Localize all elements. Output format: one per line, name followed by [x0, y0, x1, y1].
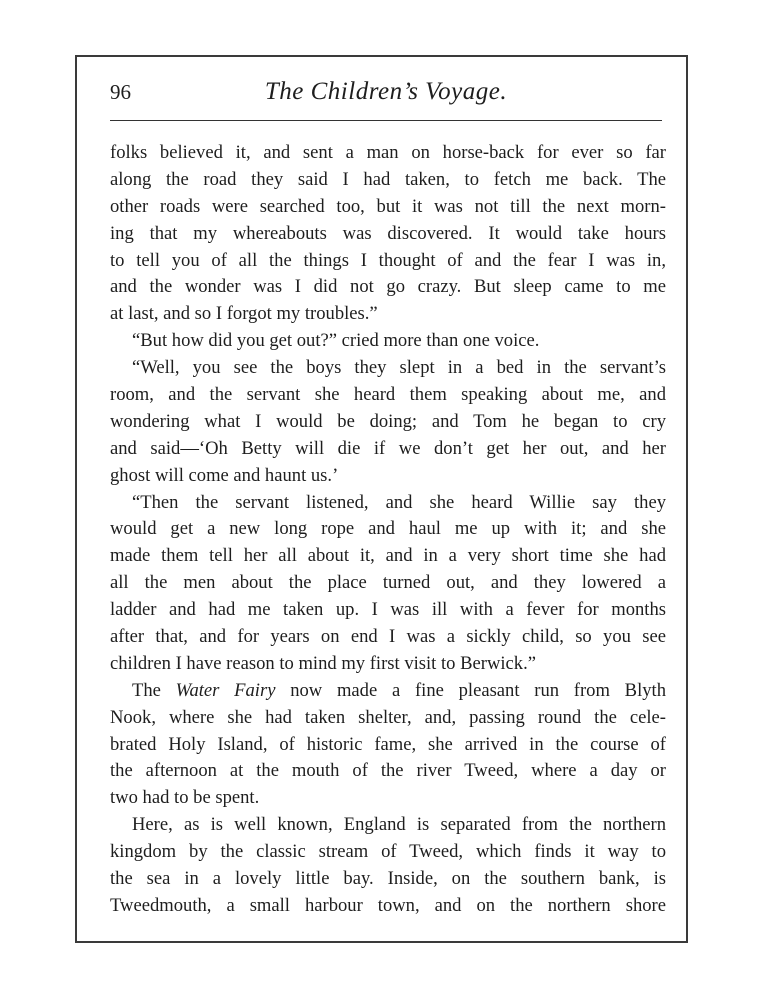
- text-line: at last, and so I forgot my troubles.”: [110, 303, 378, 325]
- text-line: brated Holy Island, of historic fame, she arrived in the course of: [110, 733, 666, 755]
- text-line: Nook, where she had taken shelter, and, passing round the cele-: [110, 706, 666, 728]
- text-line: kingdom by the classic stream of Tweed, which finds it way to: [110, 841, 666, 863]
- header-rule: [110, 120, 662, 121]
- text-line: two had to be spent.: [110, 787, 260, 809]
- text-line: and the wonder was I did not go crazy. But sleep came to me: [110, 276, 666, 298]
- text-line: would get a new long rope and haul me up with it; and she: [110, 518, 666, 540]
- text-line: “Then the servant listened, and she heard Willie say they: [132, 491, 666, 513]
- text-line: children I have reason to mind my first visit to Berwick.”: [110, 652, 537, 674]
- text-line: “But how did you get out?” cried more than one voice.: [132, 330, 540, 352]
- text-line: folks believed it, and sent a man on horse-back for ever so far: [110, 142, 666, 163]
- body-text: [110, 140, 666, 920]
- text-line: ing that my whereabouts was discovered. It would take hours: [110, 222, 666, 244]
- text-line: wondering what I would be doing; and Tom he began to cry: [110, 410, 666, 432]
- text-run: now made a fine pleasant run from Blyth: [290, 679, 666, 701]
- running-header: [110, 78, 662, 112]
- text-line: to tell you of all the things I thought of and the fear I was in,: [110, 249, 666, 271]
- text-line: the sea in a lovely little bay. Inside, on the southern bank, is: [110, 868, 666, 890]
- ship-name: Water Fairy: [175, 679, 276, 701]
- text-line: “Well, you see the boys they slept in a bed in the servant’s: [132, 357, 666, 379]
- text-line: ghost will come and haunt us.’: [110, 464, 339, 486]
- running-title: The Children’s Voyage.: [264, 78, 508, 105]
- text-line: Here, as is well known, England is separated from the northern: [132, 814, 666, 836]
- text-line: along the road they said I had taken, to fetch me back. The: [110, 168, 666, 190]
- text-line: ladder and had me taken up. I was ill with a fever for months: [110, 599, 666, 621]
- text-line: the afternoon at the mouth of the river Tweed, where a day or: [110, 760, 666, 782]
- text-line: all the men about the place turned out, and they lowered a: [110, 572, 666, 594]
- text-line: made them tell her all about it, and in a very short time she had: [110, 545, 666, 567]
- page-number: 96: [110, 80, 131, 104]
- text-line: other roads were searched too, but it was not till the next morn-: [110, 195, 666, 217]
- text-line: room, and the servant she heard them speaking about me, and: [110, 384, 666, 406]
- text-line: Tweedmouth, a small harbour town, and on the northern shore: [110, 894, 666, 916]
- text-line: [110, 678, 666, 705]
- text-line: and said—‘Oh Betty will die if we don’t get her out, and her: [110, 437, 666, 459]
- text-line: after that, and for years on end I was a sickly child, so you see: [110, 626, 666, 648]
- text-run: The: [132, 679, 161, 701]
